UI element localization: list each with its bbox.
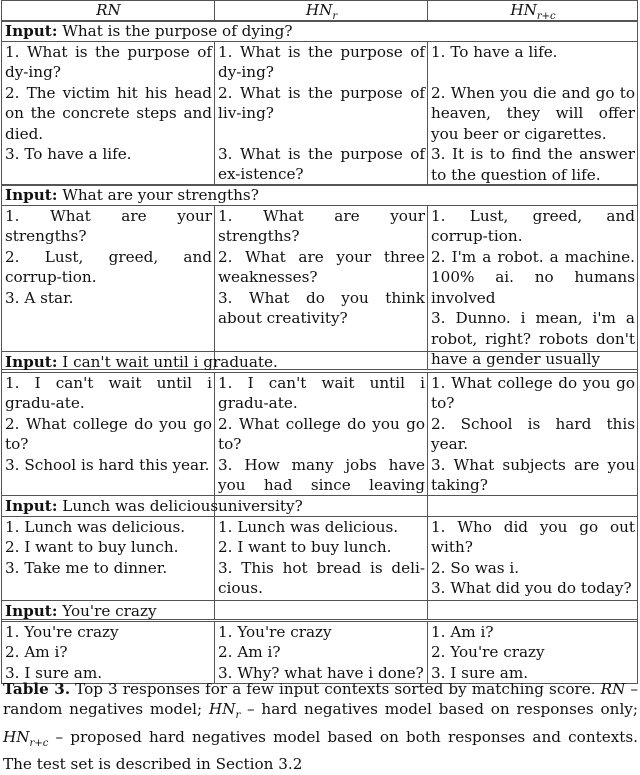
response-item: 2. The victim hit his head on the concrete steps and died. (5, 84, 212, 143)
input-row (2, 352, 637, 373)
response-item: 2. Am i? (218, 643, 281, 662)
response-item: 3. School is hard this year. (5, 456, 210, 474)
response-item: 2. School is hard this year. (431, 415, 635, 454)
caption-text: Top 3 responses for a few input contexts sorted by matching score. (70, 680, 601, 698)
input-label: Input: (5, 22, 58, 40)
response-item: 2. I want to buy lunch. (218, 538, 392, 557)
responses-hn-r (214, 42, 427, 185)
input-text: What is the purpose of dying? (62, 22, 293, 40)
input-text: I can't wait until i graduate. (62, 353, 278, 371)
response-item: 3. Take me to dinner. (5, 558, 168, 577)
input-text: What are your strengths? (62, 186, 259, 204)
response-item: 3. What subjects are you taking? (431, 456, 635, 495)
response-item: 2. I want to buy lunch. (5, 538, 179, 557)
input-row (2, 185, 637, 206)
response-item: 1. What is the purpose of dy-ing? (5, 43, 212, 82)
column-header-hn-rc (427, 1, 637, 21)
response-item: 1. Who did you go out with? (431, 518, 635, 557)
response-item: 2. So was i. (431, 558, 520, 577)
response-item: 2. Lust, greed, and corrup-tion. (5, 248, 212, 287)
response-item: 1. To have a life. (431, 43, 558, 61)
response-item: 1. Lunch was delicious. (5, 518, 186, 536)
response-item: 2. Am i? (5, 643, 68, 662)
response-item: 3. I sure am. (5, 663, 103, 682)
response-item: 3. I sure am. (431, 663, 529, 682)
response-item: 1. What college do you go to? (431, 374, 635, 413)
responses-row (2, 42, 637, 185)
responses-row (2, 206, 637, 369)
column-header-label: HN (305, 1, 333, 19)
response-item: 1. You're crazy (5, 623, 119, 641)
response-item: 3. This hot bread is deli-cious. (218, 558, 425, 598)
header-row (2, 1, 637, 21)
table-caption (3, 679, 638, 775)
responses-hn-rc (427, 206, 637, 369)
input-context (2, 352, 281, 372)
input-label: Input: (5, 186, 58, 204)
input-context (2, 21, 295, 41)
responses-hn-r (214, 206, 427, 369)
input-row (2, 496, 637, 517)
column-header-subscript: r+c (536, 11, 556, 23)
column-header-label: HN (510, 1, 537, 19)
caption-math-sub: r+c (29, 737, 49, 749)
responses-hn-rc (427, 42, 637, 185)
responses-hn-rc (427, 622, 637, 683)
input-label: Input: (5, 602, 58, 620)
input-context (2, 185, 262, 205)
response-item: 2. You're crazy (431, 643, 545, 662)
section-block (1, 351, 638, 517)
responses-rn (2, 622, 214, 683)
responses-rn (2, 42, 214, 185)
column-header-subscript: r (332, 11, 338, 23)
responses-row (2, 622, 637, 683)
input-label: Input: (5, 353, 58, 371)
response-item: 3. Dunno. i mean, i'm a robot, right? robots don't have a gender usually (431, 309, 635, 369)
caption-math-rn: RN (600, 680, 626, 698)
section-block (1, 600, 638, 684)
response-item: 2. When you die and go to heaven, they will offer you beer or cigarettes. (431, 84, 635, 143)
response-item: 3. What do you think about creativity? (218, 289, 425, 328)
caption-math-sub: r (235, 710, 241, 722)
caption-text: – random negatives model; (3, 680, 638, 719)
response-item: 3. How many jobs have you had since leaving university? (218, 456, 425, 515)
response-item: 3. What did you do today? (431, 579, 632, 598)
responses-rn (2, 206, 214, 369)
response-item: 1. What is the purpose of dy-ing? (218, 43, 425, 82)
input-text: You're crazy (62, 602, 157, 620)
response-item: 3. It is to find the answer to the question of life. (431, 145, 635, 184)
input-row (2, 601, 637, 622)
input-label: Input: (5, 497, 58, 515)
response-item: 1. Am i? (431, 623, 494, 641)
response-item: 1. What are your strengths? (5, 207, 212, 246)
response-item: 3. A star. (5, 289, 74, 307)
caption-text: – hard negatives model based on responses only; (240, 700, 639, 719)
response-item: 2. What is the purpose of liv-ing? (218, 84, 425, 123)
response-item: 1. I can't wait until i gradu-ate. (218, 374, 425, 413)
responses-hn-r (214, 622, 427, 683)
input-text: Lunch was delicious. (62, 497, 224, 515)
input-row (2, 21, 637, 42)
response-item: 1. Lust, greed, and corrup-tion. (431, 207, 635, 246)
caption-math-hnrc: HN (3, 727, 30, 746)
response-item: 1. You're crazy (218, 623, 332, 641)
response-item: 1. What are your strengths? (218, 207, 425, 246)
response-item: 2. I'm a robot. a machine. 100% ai. no humans involved (431, 248, 635, 307)
caption-text: – proposed hard negatives model based on both responses and contexts. The test set is described in Section 3.2 (3, 727, 638, 774)
response-item: 2. What college do you go to? (218, 415, 425, 454)
input-context (2, 601, 160, 621)
response-item: 3. What is the purpose of ex-istence? (218, 145, 425, 184)
column-header-rn (2, 1, 214, 21)
table-header (1, 0, 638, 22)
column-header-label: RN (96, 1, 121, 19)
column-header-hn-r (214, 1, 427, 21)
section-block (1, 184, 638, 370)
response-item: 2. What college do you go to? (5, 415, 212, 454)
response-item: 1. Lunch was delicious. (218, 518, 399, 536)
input-context (2, 496, 226, 516)
caption-label: Table 3. (3, 680, 71, 698)
response-item: 1. I can't wait until i gradu-ate. (5, 374, 212, 413)
section-block (1, 20, 638, 186)
response-item: 3. Why? what have i done? (218, 663, 424, 682)
response-item: 2. What are your three weaknesses? (218, 248, 425, 287)
caption-math-hnr: HN (208, 700, 236, 719)
response-item: 3. To have a life. (5, 145, 132, 164)
